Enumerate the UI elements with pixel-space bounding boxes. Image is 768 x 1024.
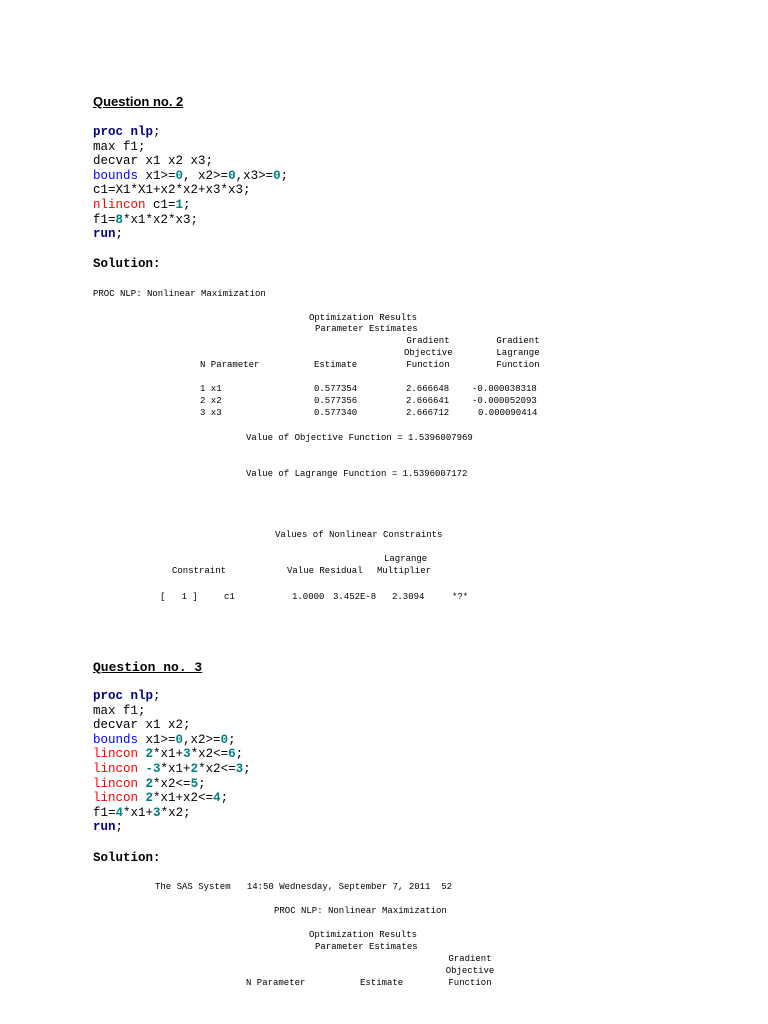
- q2-lagrange-value: Value of Lagrange Function = 1.5396007172: [246, 469, 468, 479]
- code-line: decvar x1 x2;: [93, 718, 191, 733]
- q2-header-constraint: Constraint: [172, 566, 227, 576]
- code-line: c1=X1*X1+x2*x2+x3*x3;: [93, 183, 251, 198]
- q2-header-estimate: Estimate: [314, 360, 358, 370]
- table-row: 2 x2: [200, 396, 222, 406]
- q2-header-value-residual: Value Residual: [287, 566, 363, 576]
- table-cell: 2.666648: [406, 384, 450, 394]
- table-row: 3 x3: [200, 408, 222, 418]
- table-cell: 2.666641: [406, 396, 450, 406]
- code-line: max f1;: [93, 139, 146, 154]
- q3-header-gradient-objective: Gradient Objective Function: [445, 954, 495, 988]
- table-cell: -0.000038318: [472, 384, 537, 394]
- q2-proc-title: PROC NLP: Nonlinear Maximization: [93, 289, 266, 299]
- q2-header-n-parameter: N Parameter: [200, 360, 260, 370]
- table-cell: 2.666712: [406, 408, 450, 418]
- question-2-heading: Question no. 2: [93, 94, 184, 109]
- q3-proc-title: PROC NLP: Nonlinear Maximization: [274, 906, 447, 916]
- q2-constraint-value: 1.0000: [292, 592, 325, 602]
- q2-parameter-estimates: Parameter Estimates: [315, 324, 418, 334]
- q2-header-lagrange: Lagrange: [384, 554, 428, 564]
- table-cell: 0.577340: [314, 408, 358, 418]
- code-keyword: run: [93, 820, 116, 835]
- q2-constraint-name: c1: [224, 592, 235, 602]
- q3-header-estimate: Estimate: [360, 978, 404, 988]
- code-keyword: lincon: [93, 761, 139, 776]
- table-cell: 0.577356: [314, 396, 358, 406]
- code-keyword: bounds: [93, 168, 139, 183]
- code-keyword: proc nlp: [93, 689, 154, 703]
- code-keyword: run: [93, 227, 116, 242]
- q2-constraint-flag: *?*: [452, 592, 469, 602]
- code-keyword: bounds: [93, 732, 139, 747]
- q2-objective-value: Value of Objective Function = 1.5396007969: [246, 433, 473, 443]
- table-cell: 0.000090414: [478, 408, 538, 418]
- q3-parameter-estimates: Parameter Estimates: [315, 942, 418, 952]
- q3-header-n-parameter: N Parameter: [246, 978, 306, 988]
- question-2-code: proc nlp; max f1; decvar x1 x2 x3; bounds x1>=0, x2>=0,x3>=0; c1=X1*X1+x2*x2+x3*x3; nlincon c1=1; f1=8*x1*x2*x3; run;: [93, 125, 289, 242]
- table-row: 1 x1: [200, 384, 222, 394]
- table-cell: 0.577354: [314, 384, 358, 394]
- code-line: decvar x1 x2 x3;: [93, 154, 214, 169]
- q2-constraint-residual: 3.452E-8: [333, 592, 377, 602]
- q2-constraint-multiplier: 2.3094: [392, 592, 425, 602]
- code-keyword: nlincon: [93, 197, 146, 212]
- code-keyword: proc nlp: [93, 125, 154, 139]
- q2-constraint-index: [ 1 ]: [160, 592, 198, 602]
- question-2-solution-label: Solution:: [93, 257, 161, 271]
- table-cell: -0.000052093: [472, 396, 537, 406]
- question-3-solution-label: Solution:: [93, 851, 161, 865]
- q2-header-multiplier: Multiplier: [377, 566, 432, 576]
- question-3-heading: Question no. 3: [93, 660, 203, 675]
- code-keyword: lincon: [93, 776, 139, 791]
- q3-optimization-results: Optimization Results: [309, 930, 418, 940]
- code-line: max f1;: [93, 703, 146, 718]
- code-keyword: lincon: [93, 791, 139, 806]
- q2-header-gradient-objective: Gradient Objective Function: [404, 336, 453, 370]
- q3-sas-system-line: The SAS System 14:50 Wednesday, September 7, 2011 52: [155, 882, 453, 892]
- q2-optimization-results: Optimization Results: [309, 313, 418, 323]
- question-3-code: proc nlp; max f1; decvar x1 x2; bounds x1>=0,x2>=0; lincon 2*x1+3*x2<=6; lincon -3*x1+2*x2<=3; lincon 2*x2<=5; lincon 2*x1+x2<=4; f1=4*x1+3*x2; run;: [93, 689, 251, 835]
- code-keyword: lincon: [93, 747, 139, 762]
- q2-header-gradient-lagrange: Gradient Lagrange Function: [496, 336, 540, 370]
- q2-nonlinear-constraints-title: Values of Nonlinear Constraints: [275, 530, 443, 540]
